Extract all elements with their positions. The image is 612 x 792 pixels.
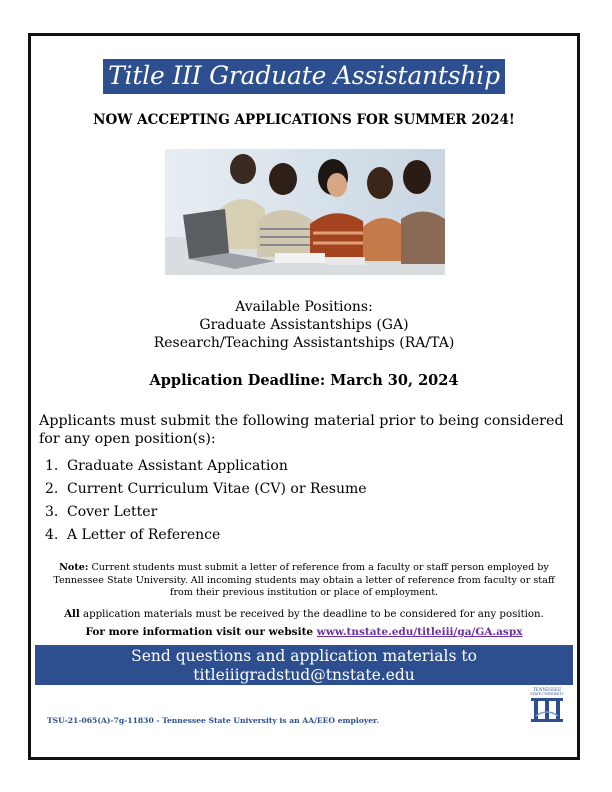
flyer-subtitle: NOW ACCEPTING APPLICATIONS FOR SUMMER 2024! [93,112,515,128]
requirements-intro: Applicants must submit the following material prior to being considered for any open position(s): [39,413,564,447]
list-item: 4. A Letter of Reference [45,527,221,543]
positions-heading: Available Positions: [235,299,373,315]
position-ga: Graduate Assistantships (GA) [199,317,409,333]
svg-text:STATE UNIVERSITY: STATE UNIVERSITY [530,692,564,696]
footer-text: TSU-21-065(A)-7g-11830 - Tennessee State University is an AA/EEO employer. [47,716,380,725]
tsu-logo [528,686,566,726]
svg-text:TENNESSEE: TENNESSEE [532,687,562,692]
all-text: application materials must be received by the deadline to be considered for any position. [83,609,544,620]
note-text: Current students must submit a letter of reference from a faculty or staff person employed by Tennessee State University. All incoming students may obtain a letter of reference from faculty or staff from their previous institution or place of employment. [53,562,555,598]
contact-email[interactable]: titleiiigradstud@tnstate.edu [193,666,415,684]
position-ra-ta: Research/Teaching Assistantships (RA/TA) [153,335,455,351]
list-item: 1. Graduate Assistant Application [45,458,288,474]
reference-note [45,562,563,600]
more-info [31,626,577,638]
flyer-title: Title III Graduate Assistantship [103,59,505,94]
application-deadline: Application Deadline: March 30, 2024 [149,372,459,389]
banner-line: Send questions and application materials to [131,647,477,665]
info-prefix: For more information visit our website [85,626,314,638]
requirements-list [45,455,367,547]
contact-banner [35,645,573,685]
all-label: All [64,608,80,620]
list-item: 2. Current Curriculum Vitae (CV) or Resume [45,481,367,497]
deadline-notice [31,608,577,620]
note-label: Note: [59,562,89,573]
students-photo [165,149,445,275]
available-positions [31,298,577,352]
list-item: 3. Cover Letter [45,504,158,520]
website-link[interactable]: www.tnstate.edu/titleiii/ga/GA.aspx [316,626,523,638]
flyer-frame [28,33,580,760]
